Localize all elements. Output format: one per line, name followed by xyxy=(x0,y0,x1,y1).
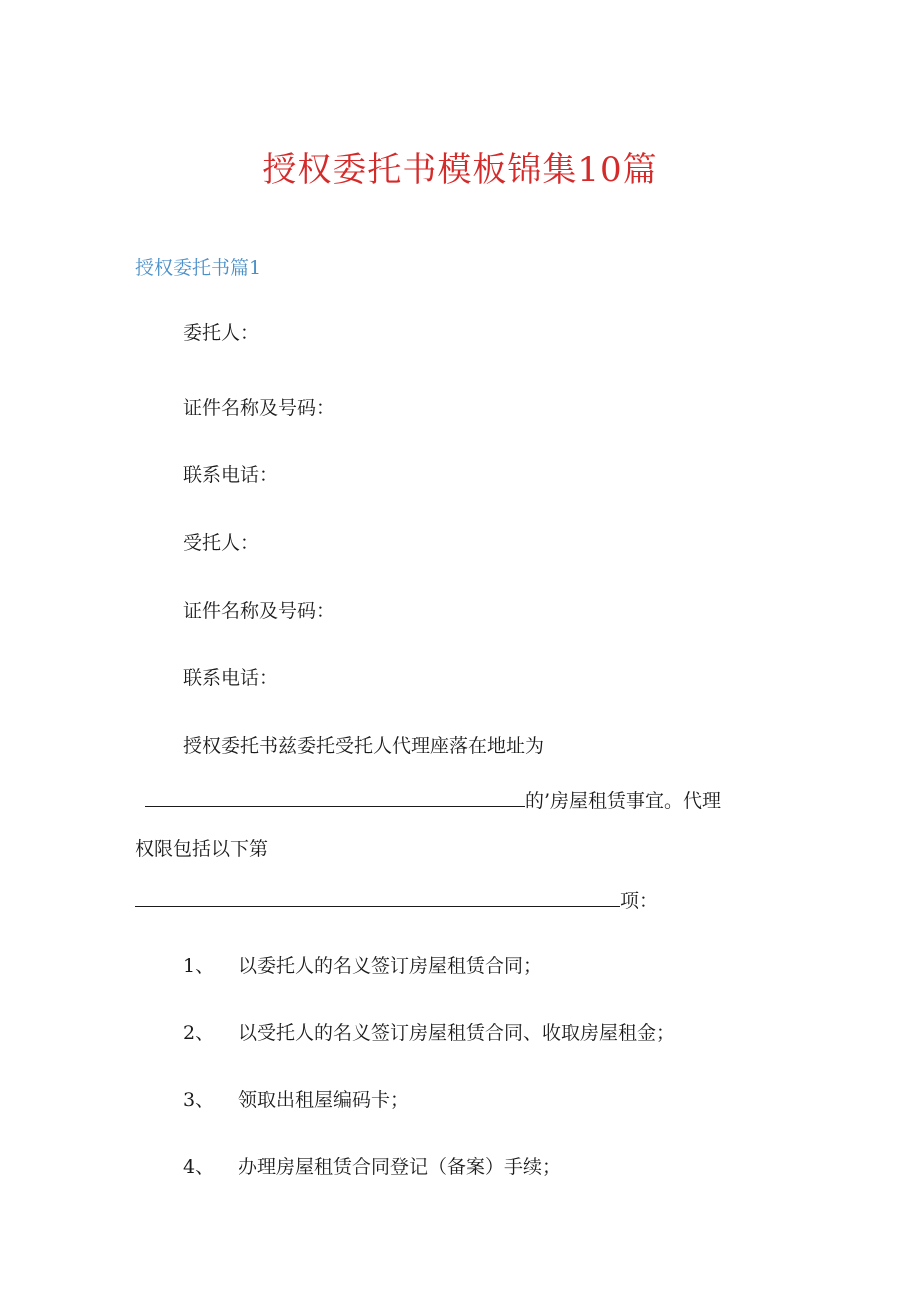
address-blank xyxy=(145,786,525,807)
list-item xyxy=(183,1154,561,1180)
list-item-text: 以委托人的名义签订房屋租赁合同； xyxy=(238,955,543,977)
section-heading: 授权委托书篇1 xyxy=(135,257,262,279)
item-suffix: 项： xyxy=(620,890,659,912)
document-title: 授权委托书模板锦集10篇 xyxy=(262,150,658,190)
list-item-number: 1、 xyxy=(183,955,215,977)
list-item-text: 以受托人的名义签订房屋租赁合同、收取房屋租金； xyxy=(238,1022,676,1044)
list-item-number: 4、 xyxy=(183,1156,215,1178)
list-item-text: 办理房屋租赁合同登记（备案）手续； xyxy=(238,1156,562,1178)
field-principal: 委托人： xyxy=(183,322,260,344)
item-blank xyxy=(135,886,620,907)
field-agent-phone: 联系电话： xyxy=(183,667,279,689)
list-item-number: 2、 xyxy=(183,1022,215,1044)
list-item xyxy=(183,1020,675,1046)
list-item-text: 领取出租屋编码卡； xyxy=(238,1089,410,1111)
address-suffix: 的’房屋租赁事宜。代理 xyxy=(525,790,722,812)
body-intro: 授权委托书兹委托受托人代理座落在地址为 xyxy=(183,735,545,757)
item-row xyxy=(135,886,658,914)
address-row xyxy=(145,786,721,814)
list-item xyxy=(183,953,542,979)
list-item-number: 3、 xyxy=(183,1089,215,1111)
limit-text: 权限包括以下第 xyxy=(135,838,269,860)
field-principal-phone: 联系电话： xyxy=(183,464,279,486)
list-item xyxy=(183,1087,409,1113)
field-agent: 受托人： xyxy=(183,532,260,554)
field-principal-id: 证件名称及号码： xyxy=(183,397,336,419)
field-agent-id: 证件名称及号码： xyxy=(183,600,336,622)
